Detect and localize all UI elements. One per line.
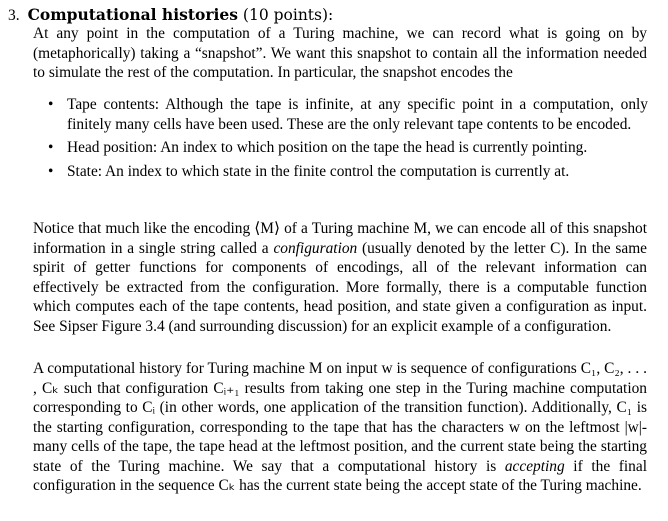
configuration-term: configuration (273, 239, 358, 257)
snapshot-components-list (48, 95, 648, 181)
history-text-start: A computational history for Turing machine M on input w is sequence of configurations C₁, C₂, . . . , Cₖ such that configuration Cᵢ₊₁ results from taking one step in the Turing machine computation corresponding to Cᵢ (in other words, one application of the transition function). Additionally, C₁ is the starting configuration, corresponding to the tape that has the characters w on the leftmost |w|-many cells of the tape, the tape head at the leftmost position, and the current state being the starting state of the Turing machine. We say that a computational history is (33, 360, 647, 475)
configuration-text-start: Notice that much like the encoding ⟨M⟩ of a Turing machine M, we can encode all of this snapshot information in a single string called a (33, 220, 647, 257)
problem-heading (8, 5, 333, 26)
configuration-paragraph (33, 219, 647, 336)
problem-number: 3. (8, 7, 20, 24)
list-item-state: • State: An index to which state in the finite control the computation is currently at. (48, 162, 648, 182)
configuration-text-end: (usually denoted by the letter C). In the same spirit of getter functions for components of encodings, all of the relevant information can effectively be extracted from the configuration. More formally, there is a computable function which computes each of the tape contents, head position, and state given a configuration as input. See Sipser Figure 3.4 (and surrounding discussion) for an explicit example of a configuration. (33, 239, 647, 335)
list-item-tape-contents: • Tape contents: Although the tape is infinite, at any specific point in a computation, only finitely many cells have been used. These are the only relevant tape contents to be encoded. (48, 95, 648, 134)
history-text-end: if the final configuration in the sequence Cₖ has the current state being the accept state of the Turing machine. (33, 457, 647, 494)
list-item-head-position: • Head position: An index to which position on the tape the head is currently pointing. (48, 138, 648, 158)
problem-points: (10 points): (242, 6, 334, 24)
computational-history-paragraph (33, 359, 647, 496)
accepting-term: accepting (504, 457, 565, 475)
intro-paragraph: At any point in the computation of a Turing machine, we can record what is going on by (metaphorically) taking a “snapshot”. We want this snapshot to contain all the information needed to simulate the rest of the computation. In particular, the snapshot encodes the (33, 25, 647, 81)
problem-title: Computational histories (27, 5, 238, 24)
